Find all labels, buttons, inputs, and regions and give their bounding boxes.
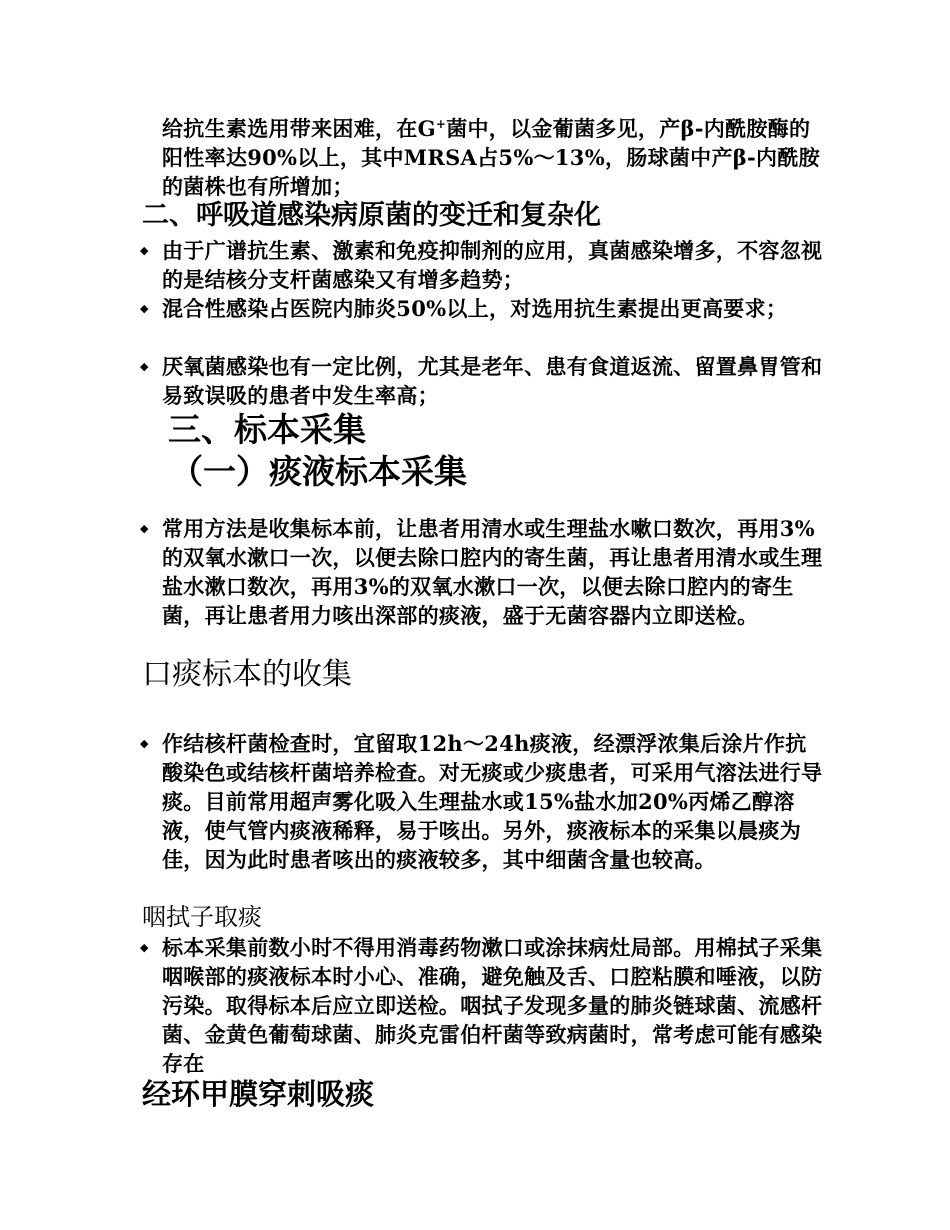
list-item: 常用方法是收集标本前，让患者用清水或生理盐水嗽口数次，再用3%的双氧水漱口一次，以便去除口腔内的寄生菌，再让患者用清水或生理盐水漱口数次，再用3%的双氧水漱口一次，以便去除口腔内的寄生菌，再让患者用力咳出深部的痰液，盛于无菌容器内立即送检。 bbox=[162, 516, 823, 628]
list-item: 由于广谱抗生素、激素和免疫抑制剂的应用，真菌感染增多，不容忽视的是结核分支杆菌感染又有增多趋势； bbox=[162, 238, 823, 292]
heading-oral-sputum: 口痰标本的收集 bbox=[142, 657, 352, 692]
intro-paragraph bbox=[162, 114, 822, 201]
bullet-diamond-icon: ◆ bbox=[140, 737, 149, 750]
section-heading-specimen-collection: 三、标本采集 bbox=[168, 410, 366, 449]
intro-text-start: 给抗生素选用带来困难，在G bbox=[162, 116, 436, 141]
list-item: 混合性感染占医院内肺炎50%以上，对选用抗生素提出更高要求； bbox=[162, 296, 788, 321]
bullet-diamond-icon: ◆ bbox=[140, 360, 149, 373]
heading-transtracheal-aspiration: 经环甲膜穿刺吸痰 bbox=[142, 1077, 375, 1111]
list-item: 厌氧菌感染也有一定比例，尤其是老年、患有食道返流、留置鼻胃管和易致误吸的患者中发生率高； bbox=[162, 354, 823, 408]
bullet-diamond-icon: ◆ bbox=[140, 244, 149, 257]
bullet-diamond-icon: ◆ bbox=[140, 941, 149, 954]
section-heading-pathogen-changes: 二、呼吸道感染病原菌的变迁和复杂化 bbox=[142, 200, 601, 231]
bullet-diamond-icon: ◆ bbox=[140, 522, 149, 535]
list-item: 标本采集前数小时不得用消毒药物漱口或涂抹病灶局部。用棉拭子采集咽喉部的痰液标本时小心、准确，避免触及舌、口腔粘膜和唾液，以防污染。取得标本后应立即送检。咽拭子发现多量的肺炎链球菌、流感杆菌、金黄色葡萄球菌、肺炎克雷伯杆菌等致病菌时，常考虑可能有感染存在 bbox=[162, 935, 823, 1076]
bullet-diamond-icon: ◆ bbox=[140, 302, 149, 315]
list-item: 作结核杆菌检查时，宜留取12h～24h痰液，经漂浮浓集后涂片作抗酸染色或结核杆菌培养检查。对无痰或少痰患者，可采用气溶法进行导痰。目前常用超声雾化吸入生理盐水或15%盐水加20%丙烯乙醇溶液，使气管内痰液稀释，易于咳出。另外，痰液标本的采集以晨痰为佳，因为此时患者咳出的痰液较多，其中细菌含量也较高。 bbox=[162, 731, 823, 872]
subsection-heading-sputum: （一）痰液标本采集 bbox=[170, 452, 467, 491]
gram-positive-superscript: + bbox=[435, 117, 447, 131]
heading-throat-swab: 咽拭子取痰 bbox=[142, 903, 262, 931]
intro-text-rest: 菌中，以金葡菌多见，产β-内酰胺酶的阳性率达90%以上，其中MRSA占5%～13%，肠球菌中产β-内酰胺的菌株也有所增加； bbox=[162, 116, 820, 199]
